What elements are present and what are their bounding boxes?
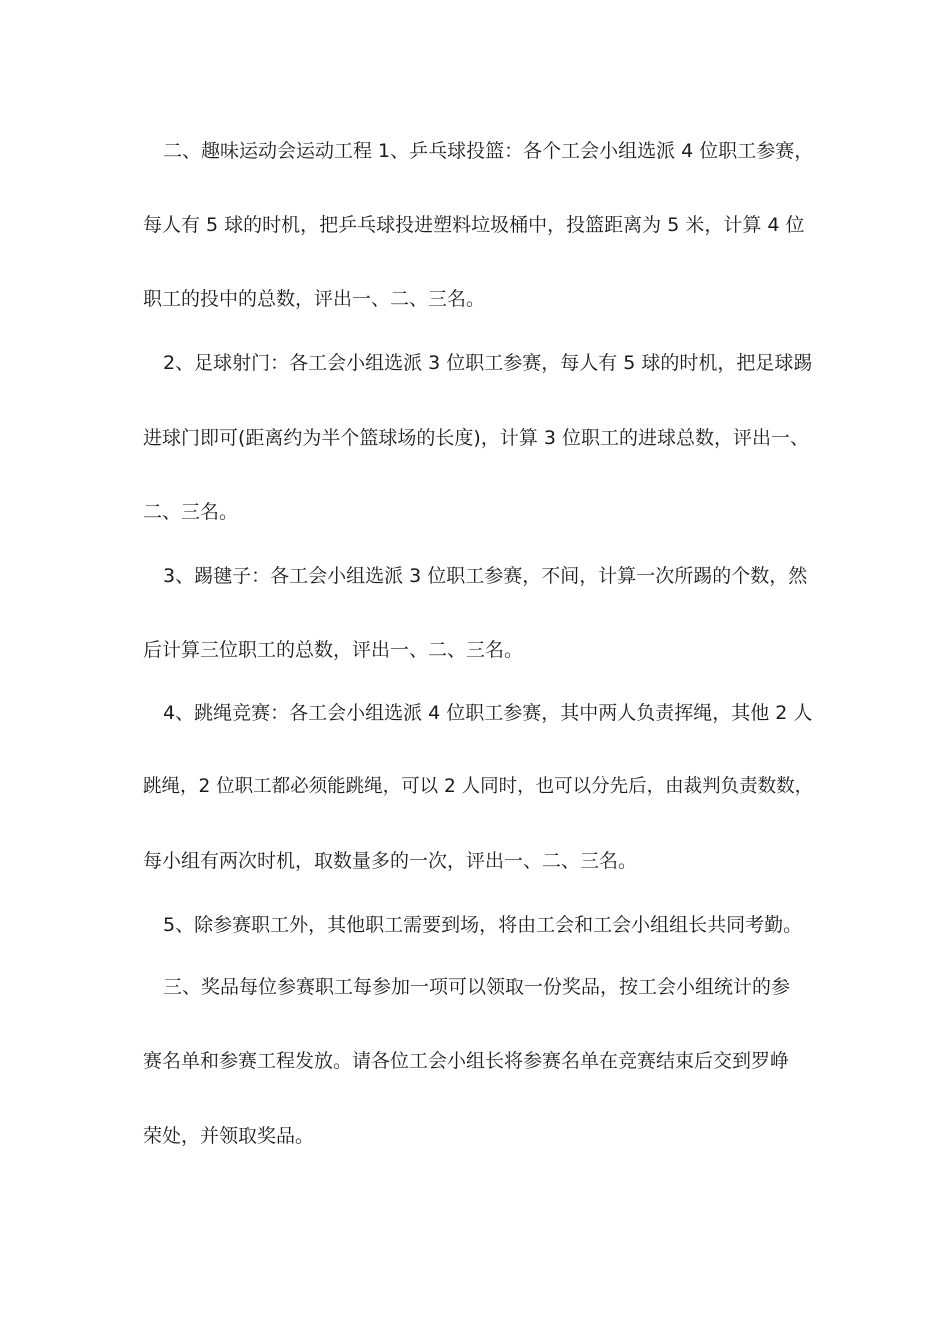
text-line: 跳绳，2 位职工都必须能跳绳，可以 2 人同时，也可以分先后，由裁判负责数数， [143, 776, 814, 797]
text-line: 2、足球射门：各工会小组选派 3 位职工参赛，每人有 5 球的时机，把足球踢 [163, 352, 813, 374]
text-line: 5、除参赛职工外，其他职工需要到场，将由工会和工会小组组长共同考勤。 [163, 914, 803, 936]
text-line: 进球门即可(距离约为半个篮球场的长度)，计算 3 位职工的进球总数，评出一、 [143, 427, 809, 449]
text-line: 3、踢毽子：各工会小组选派 3 位职工参赛，不间，计算一次所踢的个数，然 [163, 565, 808, 587]
text-line: 4、跳绳竞赛：各工会小组选派 4 位职工参赛，其中两人负责挥绳，其他 2 人 [163, 702, 813, 724]
text-line: 每人有 5 球的时机，把乒乓球投进塑料垃圾桶中，投篮距离为 5 米，计算 4 位 [143, 214, 805, 236]
text-line: 荣处，并领取奖品。 [143, 1125, 315, 1147]
text-line: 后计算三位职工的总数，评出一、二、三名。 [143, 639, 524, 661]
text-line: 每小组有两次时机，取数量多的一次，评出一、二、三名。 [143, 850, 638, 872]
text-line: 三、奖品每位参赛职工每参加一项可以领取一份奖品，按工会小组统计的参 [163, 976, 791, 998]
text-line: 赛名单和参赛工程发放。请各位工会小组长将参赛名单在竞赛结束后交到罗峥 [143, 1050, 790, 1072]
text-line: 职工的投中的总数，评出一、二、三名。 [143, 288, 486, 310]
text-line: 二、三名。 [143, 501, 239, 523]
text-line: 二、趣味运动会运动工程 1、乒乓球投篮：各个工会小组选派 4 位职工参赛， [163, 140, 814, 162]
